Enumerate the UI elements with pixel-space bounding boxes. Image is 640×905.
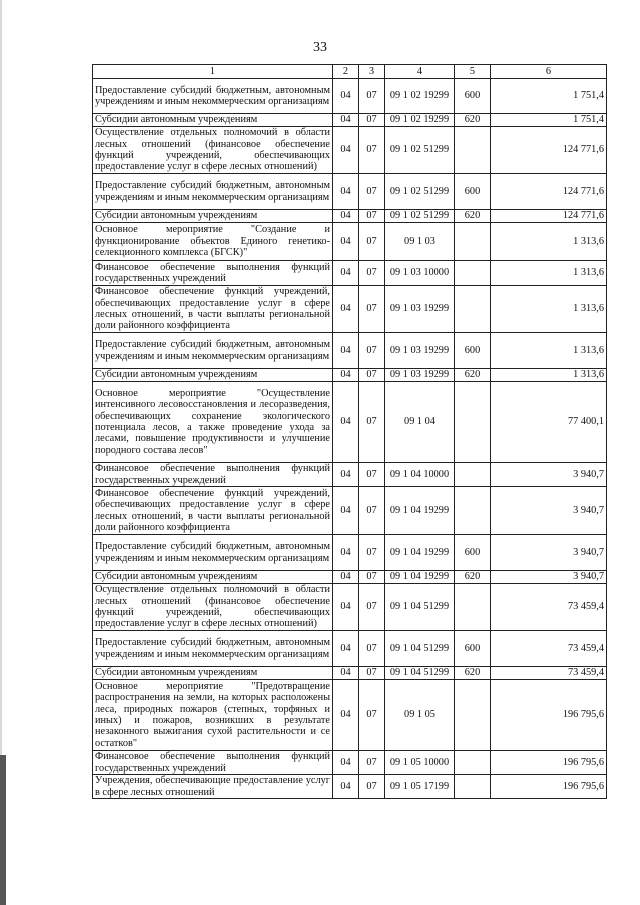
scan-mark (0, 755, 6, 905)
row-amount: 1 313,6 (491, 261, 607, 286)
row-subsection: 07 (359, 369, 385, 382)
budget-table (92, 64, 607, 799)
row-expense-type: 600 (455, 535, 491, 571)
row-name: Основное мероприятие "Осуществление интенсивного лесовосстановления и лесоразведения, обеспечивающих сохранение экологического потенциала лесов, а также проведение ухода за лесами, повышение продуктивности и улучшение породного состава лесов" (93, 382, 333, 463)
row-expense-type: 620 (455, 114, 491, 127)
row-expense-type (455, 261, 491, 286)
row-section: 04 (333, 382, 359, 463)
row-amount: 73 459,4 (491, 667, 607, 680)
row-expense-type: 600 (455, 174, 491, 210)
row-expense-type (455, 223, 491, 261)
row-section: 04 (333, 79, 359, 114)
row-section: 04 (333, 571, 359, 584)
table-header-row (93, 65, 607, 79)
row-name: Финансовое обеспечение выполнения функций государственных учреждений (93, 261, 333, 286)
row-section: 04 (333, 463, 359, 487)
row-section: 04 (333, 584, 359, 631)
row-section: 04 (333, 535, 359, 571)
row-expense-type: 600 (455, 333, 491, 369)
row-amount: 196 795,6 (491, 680, 607, 751)
row-amount: 124 771,6 (491, 174, 607, 210)
row-subsection: 07 (359, 114, 385, 127)
row-subsection: 07 (359, 261, 385, 286)
row-amount: 124 771,6 (491, 210, 607, 223)
row-amount: 73 459,4 (491, 584, 607, 631)
row-name: Субсидии автономным учреждениям (93, 114, 333, 127)
row-subsection: 07 (359, 333, 385, 369)
row-expense-type (455, 127, 491, 174)
table-row (93, 114, 607, 127)
row-name: Финансовое обеспечение выполнения функций государственных учреждений (93, 751, 333, 775)
row-amount: 1 313,6 (491, 286, 607, 333)
row-section: 04 (333, 680, 359, 751)
row-amount: 73 459,4 (491, 631, 607, 667)
row-expense-type (455, 286, 491, 333)
row-amount: 77 400,1 (491, 382, 607, 463)
row-expense-type: 620 (455, 571, 491, 584)
row-target-article: 09 1 03 19299 (385, 333, 455, 369)
row-target-article: 09 1 03 19299 (385, 286, 455, 333)
row-section: 04 (333, 667, 359, 680)
row-amount: 3 940,7 (491, 487, 607, 535)
row-amount: 1 751,4 (491, 79, 607, 114)
row-name: Субсидии автономным учреждениям (93, 210, 333, 223)
table-row (93, 535, 607, 571)
row-target-article: 09 1 04 51299 (385, 631, 455, 667)
table-row (93, 210, 607, 223)
row-name: Субсидии автономным учреждениям (93, 667, 333, 680)
row-target-article: 09 1 04 19299 (385, 487, 455, 535)
row-section: 04 (333, 487, 359, 535)
row-target-article: 09 1 05 10000 (385, 751, 455, 775)
row-section: 04 (333, 127, 359, 174)
row-expense-type (455, 487, 491, 535)
row-name: Предоставление субсидий бюджетным, автономным учреждениям и иным некоммерческим организациям (93, 333, 333, 369)
row-target-article: 09 1 05 (385, 680, 455, 751)
row-target-article: 09 1 04 (385, 382, 455, 463)
row-target-article: 09 1 02 19299 (385, 114, 455, 127)
row-name: Предоставление субсидий бюджетным, автономным учреждениям и иным некоммерческим организациям (93, 535, 333, 571)
row-subsection: 07 (359, 463, 385, 487)
table-row (93, 571, 607, 584)
table-row (93, 382, 607, 463)
row-target-article: 09 1 03 (385, 223, 455, 261)
row-subsection: 07 (359, 631, 385, 667)
row-subsection: 07 (359, 127, 385, 174)
table-row (93, 584, 607, 631)
row-section: 04 (333, 210, 359, 223)
table-row (93, 261, 607, 286)
column-header: 5 (455, 65, 491, 79)
row-name: Основное мероприятие "Предотвращение распространения на земли, на которых расположены леса, природных пожаров (степных, торфяных и иных) и пожаров, возникших в результате незаконного выжигания сухой растительности и се остатков" (93, 680, 333, 751)
row-target-article: 09 1 05 17199 (385, 775, 455, 799)
row-expense-type: 620 (455, 369, 491, 382)
row-subsection: 07 (359, 210, 385, 223)
row-name: Предоставление субсидий бюджетным, автономным учреждениям и иным некоммерческим организациям (93, 79, 333, 114)
row-amount: 124 771,6 (491, 127, 607, 174)
table-row (93, 127, 607, 174)
row-expense-type (455, 463, 491, 487)
table-row (93, 79, 607, 114)
column-header: 3 (359, 65, 385, 79)
row-subsection: 07 (359, 174, 385, 210)
row-section: 04 (333, 261, 359, 286)
row-target-article: 09 1 04 10000 (385, 463, 455, 487)
column-header: 2 (333, 65, 359, 79)
row-subsection: 07 (359, 535, 385, 571)
table-row (93, 751, 607, 775)
row-amount: 3 940,7 (491, 535, 607, 571)
row-target-article: 09 1 04 19299 (385, 535, 455, 571)
row-target-article: 09 1 04 51299 (385, 584, 455, 631)
row-target-article: 09 1 02 51299 (385, 210, 455, 223)
row-section: 04 (333, 751, 359, 775)
row-expense-type (455, 751, 491, 775)
row-expense-type: 600 (455, 631, 491, 667)
table-row (93, 333, 607, 369)
table-row (93, 223, 607, 261)
row-expense-type: 600 (455, 79, 491, 114)
row-section: 04 (333, 775, 359, 799)
row-subsection: 07 (359, 775, 385, 799)
row-expense-type (455, 680, 491, 751)
row-name: Учреждения, обеспечивающие предоставление услуг в сфере лесных отношений (93, 775, 333, 799)
row-name: Предоставление субсидий бюджетным, автономным учреждениям и иным некоммерческим организациям (93, 174, 333, 210)
row-subsection: 07 (359, 571, 385, 584)
row-section: 04 (333, 333, 359, 369)
table-row (93, 369, 607, 382)
row-subsection: 07 (359, 382, 385, 463)
row-subsection: 07 (359, 487, 385, 535)
row-section: 04 (333, 114, 359, 127)
row-amount: 3 940,7 (491, 571, 607, 584)
row-subsection: 07 (359, 584, 385, 631)
row-target-article: 09 1 02 19299 (385, 79, 455, 114)
table-row (93, 631, 607, 667)
row-target-article: 09 1 03 10000 (385, 261, 455, 286)
column-header: 6 (491, 65, 607, 79)
row-section: 04 (333, 631, 359, 667)
row-target-article: 09 1 03 19299 (385, 369, 455, 382)
row-amount: 196 795,6 (491, 775, 607, 799)
row-target-article: 09 1 04 19299 (385, 571, 455, 584)
row-section: 04 (333, 174, 359, 210)
row-name: Осуществление отдельных полномочий в области лесных отношений (финансовое обеспечение функций учреждений, обеспечивающих предоставление услуг в сфере лесных отношений) (93, 127, 333, 174)
row-name: Финансовое обеспечение функций учреждений, обеспечивающих предоставление услуг в сфере лесных отношений, в части выплаты региональной доли районного коэффициента (93, 286, 333, 333)
table-row (93, 174, 607, 210)
row-amount: 1 313,6 (491, 333, 607, 369)
row-name: Субсидии автономным учреждениям (93, 369, 333, 382)
row-expense-type (455, 775, 491, 799)
row-name: Основное мероприятие "Создание и функционирование объектов Единого генетико-селекционного комплекса (БГСК)" (93, 223, 333, 261)
column-header: 4 (385, 65, 455, 79)
row-target-article: 09 1 04 51299 (385, 667, 455, 680)
row-amount: 1 751,4 (491, 114, 607, 127)
row-amount: 196 795,6 (491, 751, 607, 775)
row-name: Финансовое обеспечение функций учреждений, обеспечивающих предоставление услуг в сфере лесных отношений, в части выплаты региональной доли районного коэффициента (93, 487, 333, 535)
table-row (93, 463, 607, 487)
row-subsection: 07 (359, 223, 385, 261)
row-amount: 1 313,6 (491, 369, 607, 382)
row-expense-type (455, 382, 491, 463)
row-target-article: 09 1 02 51299 (385, 174, 455, 210)
row-name: Осуществление отдельных полномочий в области лесных отношений (финансовое обеспечение функций учреждений, обеспечивающих предоставление услуг в сфере лесных отношений) (93, 584, 333, 631)
table-row (93, 286, 607, 333)
row-expense-type (455, 584, 491, 631)
row-expense-type: 620 (455, 210, 491, 223)
row-amount: 3 940,7 (491, 463, 607, 487)
row-name: Предоставление субсидий бюджетным, автономным учреждениям и иным некоммерческим организациям (93, 631, 333, 667)
row-subsection: 07 (359, 79, 385, 114)
row-subsection: 07 (359, 286, 385, 333)
row-subsection: 07 (359, 680, 385, 751)
row-name: Субсидии автономным учреждениям (93, 571, 333, 584)
row-subsection: 07 (359, 667, 385, 680)
row-subsection: 07 (359, 751, 385, 775)
row-expense-type: 620 (455, 667, 491, 680)
row-section: 04 (333, 223, 359, 261)
row-name: Финансовое обеспечение выполнения функций государственных учреждений (93, 463, 333, 487)
row-section: 04 (333, 286, 359, 333)
table-row (93, 667, 607, 680)
row-section: 04 (333, 369, 359, 382)
table-row (93, 680, 607, 751)
page-number: 33 (313, 40, 327, 55)
table-row (93, 487, 607, 535)
row-target-article: 09 1 02 51299 (385, 127, 455, 174)
column-header: 1 (93, 65, 333, 79)
table-row (93, 775, 607, 799)
row-amount: 1 313,6 (491, 223, 607, 261)
